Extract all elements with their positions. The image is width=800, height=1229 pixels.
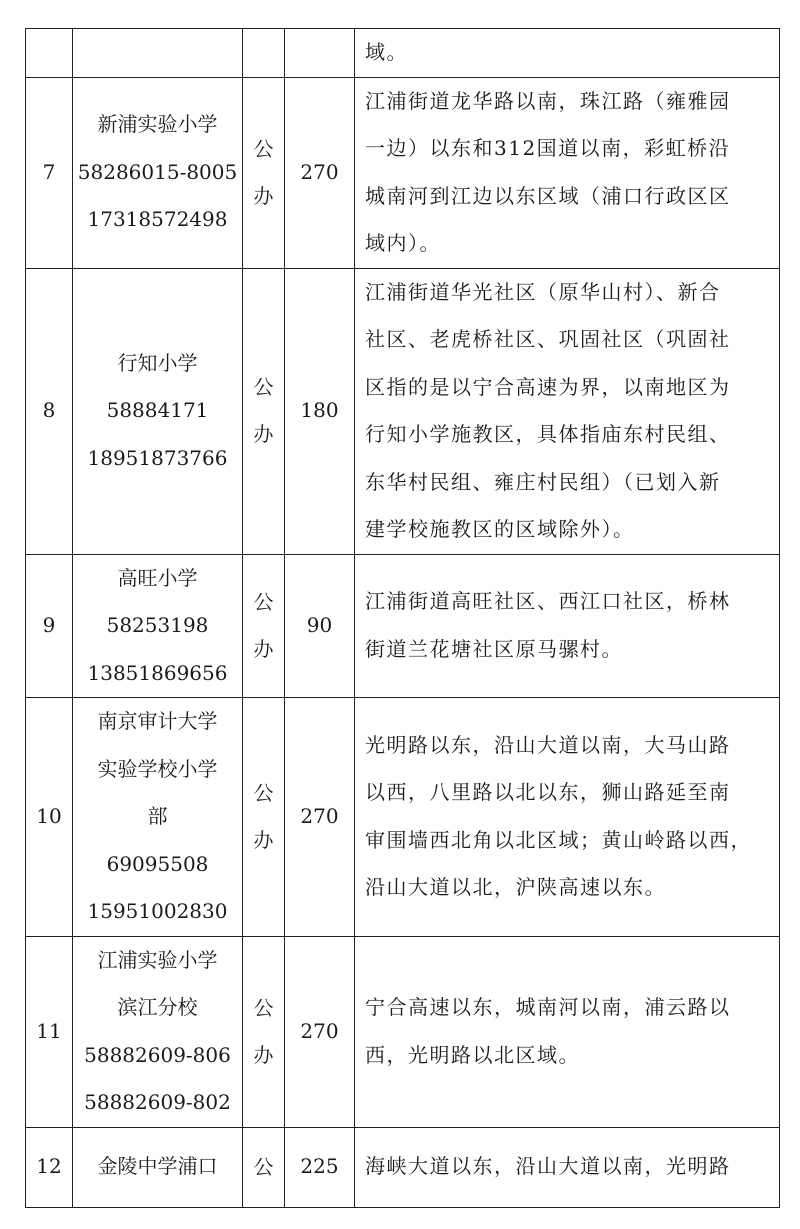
table-row bbox=[26, 268, 780, 554]
district-area: 江浦街道华光社区（原华山村）、新合 社区、老虎桥社区、巩固社区（巩固社 区指的是以宁合高速为界，以南地区为 行知小学施教区，具体指庙东村民组、 东华村民组、雍庄村民组）（已划入新 建学校施教区的区域除外）。 bbox=[355, 268, 780, 554]
school-phone: 58882609-806 bbox=[84, 1042, 231, 1067]
school-info bbox=[73, 1127, 243, 1207]
district-area: 海峡大道以东，沿山大道以南，光明路 bbox=[355, 1127, 780, 1207]
school-phone: 69095508 bbox=[106, 851, 209, 876]
school-type: 公 bbox=[243, 1127, 285, 1207]
school-info bbox=[73, 698, 243, 937]
district-area: 江浦街道高旺社区、西江口社区，桥林 街道兰花塘社区原马骡村。 bbox=[355, 554, 780, 698]
row-number: 9 bbox=[26, 554, 73, 698]
school-phone: 58884171 bbox=[106, 398, 209, 423]
row-number bbox=[26, 29, 73, 78]
school-name: 部 bbox=[147, 804, 168, 828]
school-name: 南京审计大学 bbox=[97, 709, 218, 733]
school-info bbox=[73, 268, 243, 554]
district-area: 宁合高速以东，城南河以南，浦云路以 西，光明路以北区域。 bbox=[355, 936, 780, 1127]
school-name: 新浦实验小学 bbox=[97, 112, 218, 137]
school-type bbox=[243, 29, 285, 78]
row-number: 12 bbox=[26, 1127, 73, 1207]
school-phone: 18951873766 bbox=[87, 445, 228, 470]
school-name: 江浦实验小学 bbox=[97, 947, 218, 972]
table-row bbox=[26, 936, 780, 1127]
school-district-table bbox=[25, 28, 780, 1208]
district-area: 江浦街道龙华路以南，珠江路（雍雅园 一边）以东和312国道以南，彩虹桥沿 城南河到江边以东区域（浦口行政区区 域内）。 bbox=[355, 77, 780, 268]
enrollment-count: 225 bbox=[285, 1127, 355, 1207]
row-number: 11 bbox=[26, 936, 73, 1127]
school-phone: 58286015-8005 bbox=[77, 159, 238, 184]
school-name: 行知小学 bbox=[117, 350, 198, 375]
district-area: 域。 bbox=[355, 29, 780, 78]
row-number: 8 bbox=[26, 268, 73, 554]
school-type: 公 办 bbox=[243, 936, 285, 1127]
school-info bbox=[73, 554, 243, 698]
school-type: 公 办 bbox=[243, 268, 285, 554]
school-phone: 58253198 bbox=[106, 613, 209, 637]
school-phone: 58882609-802 bbox=[84, 1090, 231, 1114]
school-type: 公 办 bbox=[243, 698, 285, 937]
table-row bbox=[26, 698, 780, 937]
table-row bbox=[26, 77, 780, 268]
school-info bbox=[73, 77, 243, 268]
enrollment-count: 270 bbox=[285, 698, 355, 937]
enrollment-count: 270 bbox=[285, 77, 355, 268]
row-number: 7 bbox=[26, 77, 73, 268]
row-number: 10 bbox=[26, 698, 73, 937]
school-type: 公 办 bbox=[243, 554, 285, 698]
enrollment-count: 270 bbox=[285, 936, 355, 1127]
school-name: 金陵中学浦口 bbox=[97, 1154, 218, 1179]
school-phone: 13851869656 bbox=[87, 660, 228, 685]
enrollment-count bbox=[285, 29, 355, 78]
enrollment-count: 90 bbox=[285, 554, 355, 698]
table-row bbox=[26, 1127, 780, 1207]
table-row bbox=[26, 29, 780, 78]
school-name: 实验学校小学 bbox=[97, 756, 218, 781]
school-phone: 15951002830 bbox=[87, 899, 228, 923]
school-name bbox=[73, 29, 243, 78]
school-info bbox=[73, 936, 243, 1127]
school-name: 高旺小学 bbox=[117, 565, 198, 590]
school-phone: 17318572498 bbox=[87, 207, 228, 232]
district-area: 光明路以东，沿山大道以南，大马山路 以西，八里路以北以东，狮山路延至南 审围墙西北角以北区域；黄山岭路以西， 沿山大道以北，沪陕高速以东。 bbox=[355, 698, 780, 937]
school-type: 公 办 bbox=[243, 77, 285, 268]
enrollment-count: 180 bbox=[285, 268, 355, 554]
table-row bbox=[26, 554, 780, 698]
school-name: 滨江分校 bbox=[117, 995, 198, 1019]
